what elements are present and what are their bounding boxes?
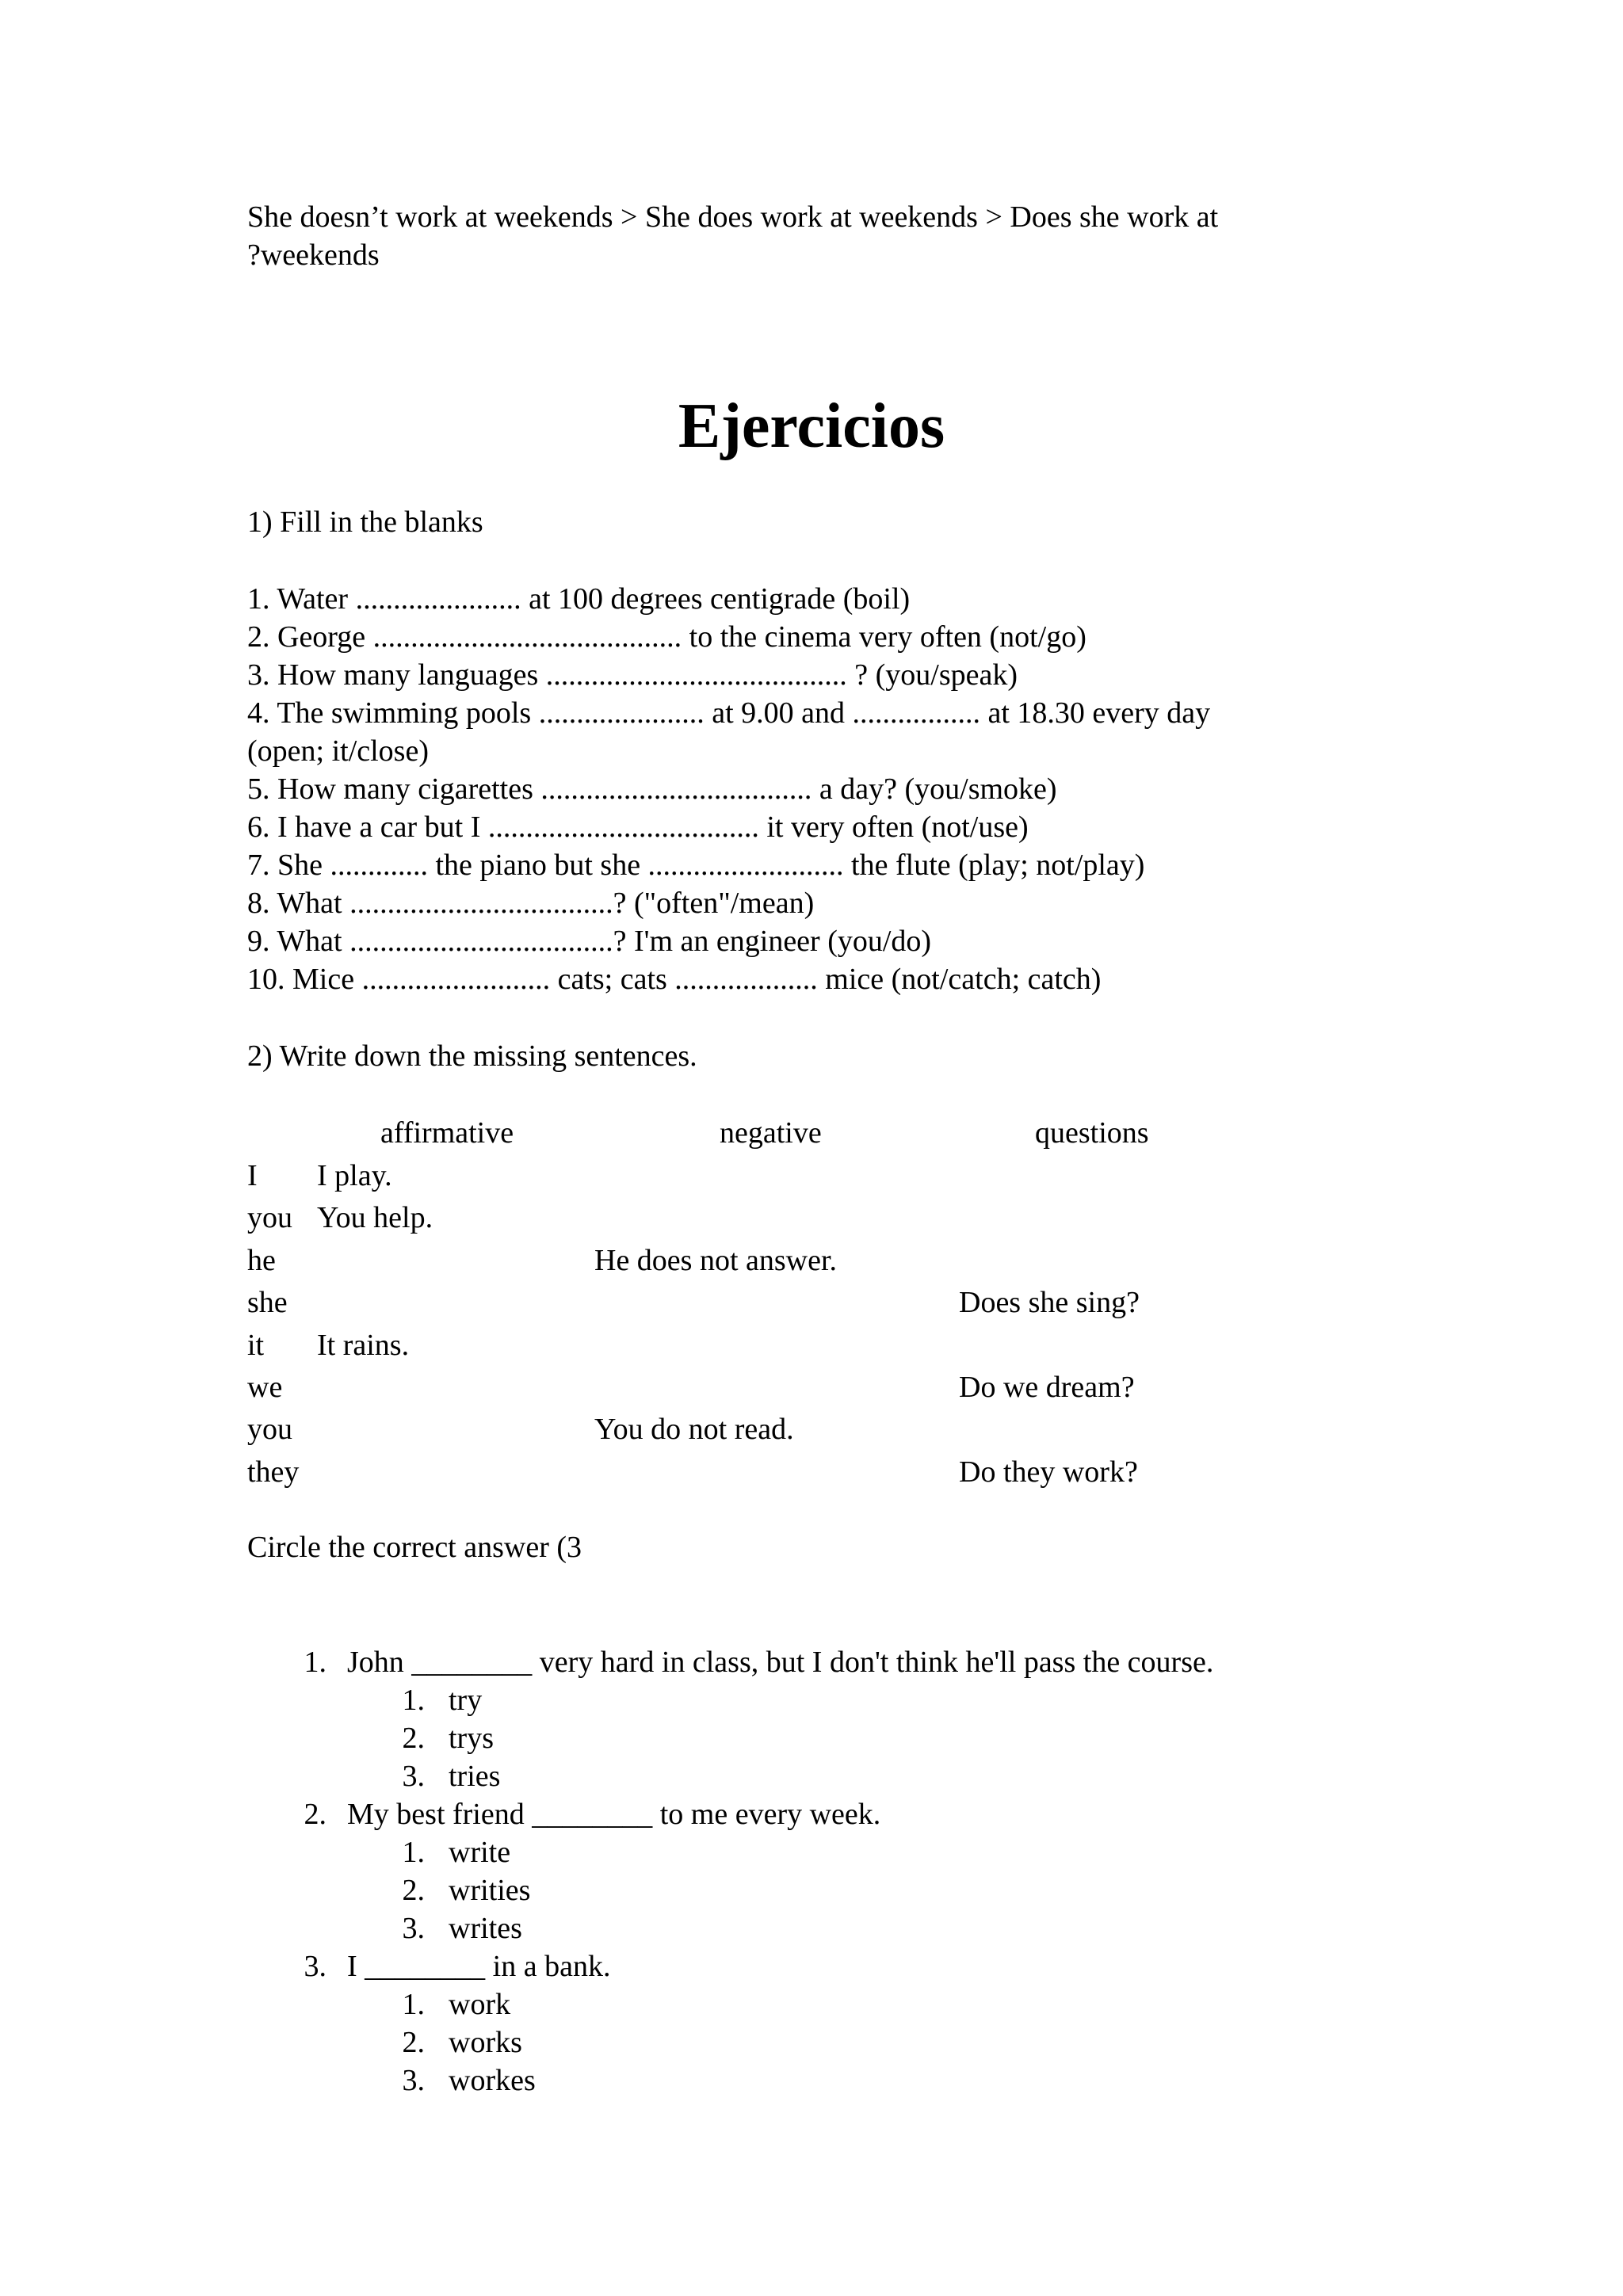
- option-text: workes: [449, 2064, 536, 2097]
- fill-blank-line: 6. I have a car but I .................................... it very often (not/use): [247, 810, 1029, 844]
- fill-blank-line: 3. How many languages ........................................ ? (you/speak): [247, 658, 1018, 692]
- exercise2-heading: 2) Write down the missing sentences.: [247, 1039, 697, 1073]
- column-header-affirmative: affirmative: [380, 1116, 514, 1150]
- intro-line-2: ?weekends: [247, 238, 380, 272]
- question-text: My best friend ________ to me every week.: [347, 1798, 881, 1831]
- table-row: [0, 1369, 1623, 1411]
- question-text: John ________ very hard in class, but I don't think he'll pass the course.: [347, 1646, 1214, 1679]
- option-number: 3.: [402, 1912, 425, 1945]
- exercise3-heading: Circle the correct answer (3: [247, 1531, 582, 1564]
- pronoun-cell: you: [247, 1413, 292, 1447]
- column-header-negative: negative: [720, 1116, 822, 1150]
- table-row: [0, 1242, 1623, 1284]
- option-number: 1.: [402, 1988, 425, 2021]
- pronoun-cell: it: [247, 1328, 265, 1362]
- option-number: 2.: [402, 1722, 425, 1755]
- option-number: 1.: [402, 1836, 425, 1869]
- option-number: 1.: [402, 1684, 425, 1717]
- pronoun-cell: I: [247, 1159, 258, 1192]
- fill-blank-line: 1. Water ...................... at 100 degrees centigrade (boil): [247, 582, 911, 616]
- option-number: 2.: [402, 1874, 425, 1907]
- pronoun-cell: he: [247, 1243, 276, 1277]
- option-text: writies: [449, 1874, 531, 1907]
- column-header-questions: questions: [1035, 1116, 1149, 1150]
- fill-blank-line: (open; it/close): [247, 734, 429, 768]
- table-row: [0, 1327, 1623, 1369]
- option-text: works: [449, 2026, 522, 2059]
- table-row: [0, 1411, 1623, 1453]
- option-text: tries: [449, 1760, 501, 1793]
- affirmative-cell: You help.: [317, 1201, 433, 1235]
- question-text: I ________ in a bank.: [347, 1950, 611, 1983]
- affirmative-cell: It rains.: [317, 1328, 410, 1362]
- exercise1-heading: 1) Fill in the blanks: [247, 505, 483, 539]
- table-row: [0, 1284, 1623, 1326]
- pronoun-cell: she: [247, 1286, 288, 1320]
- table-row: [0, 1199, 1623, 1241]
- option-number: 2.: [402, 2026, 425, 2059]
- option-text: writes: [449, 1912, 522, 1945]
- pronoun-cell: you: [247, 1201, 292, 1235]
- pronoun-cell: we: [247, 1371, 283, 1404]
- negative-cell: He does not answer.: [594, 1243, 838, 1277]
- fill-blank-line: 5. How many cigarettes .................................... a day? (you/smoke): [247, 772, 1057, 806]
- question-cell: Does she sing?: [959, 1286, 1140, 1320]
- table-row: [0, 1454, 1623, 1496]
- fill-blank-line: 9. What ...................................? I'm an engineer (you/do): [247, 925, 932, 958]
- question-cell: Do we dream?: [959, 1371, 1135, 1404]
- fill-blank-line: 10. Mice ......................... cats; cats ................... mice (not/catch; catch): [247, 963, 1102, 996]
- question-number: 2.: [304, 1798, 327, 1831]
- pronoun-cell: they: [247, 1455, 300, 1489]
- question-number: 3.: [304, 1950, 327, 1983]
- question-number: 1.: [304, 1646, 327, 1679]
- negative-cell: You do not read.: [594, 1413, 794, 1447]
- fill-blank-line: 8. What ...................................? ("often"/mean): [247, 887, 815, 920]
- option-number: 3.: [402, 2064, 425, 2097]
- option-text: write: [449, 1836, 511, 1869]
- fill-blank-line: 7. She ............. the piano but she .......................... the flute (play; not/play): [247, 849, 1145, 882]
- fill-blank-line: 4. The swimming pools ...................... at 9.00 and ................. at 18.30 every day: [247, 696, 1211, 730]
- option-text: trys: [449, 1722, 494, 1755]
- option-text: work: [449, 1988, 511, 2021]
- affirmative-cell: I play.: [317, 1159, 392, 1192]
- intro-line-1: She doesn’t work at weekends > She does work at weekends > Does she work at: [247, 200, 1219, 234]
- table-row: [0, 1158, 1623, 1199]
- fill-blank-line: 2. George ......................................... to the cinema very often (not/go): [247, 620, 1086, 654]
- option-text: try: [449, 1684, 483, 1717]
- question-cell: Do they work?: [959, 1455, 1138, 1489]
- option-number: 3.: [402, 1760, 425, 1793]
- page-title: Ejercicios: [678, 391, 945, 461]
